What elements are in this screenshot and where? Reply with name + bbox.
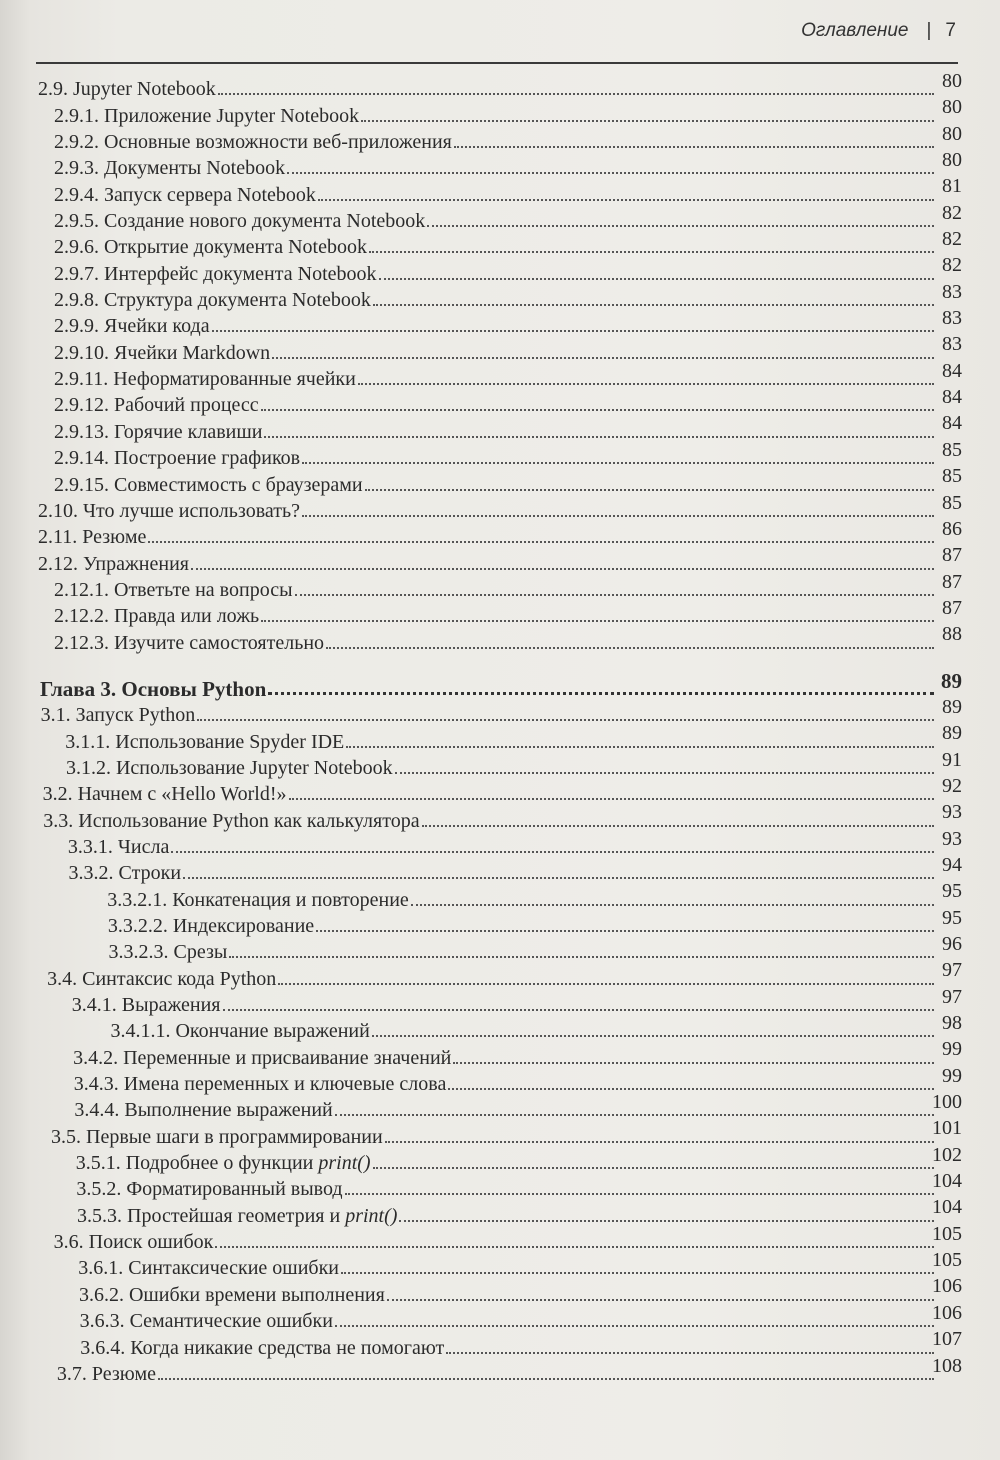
toc-entry-title xyxy=(107,889,411,911)
toc-entry xyxy=(0,201,1000,233)
toc-dot-leader xyxy=(385,1141,934,1143)
toc-entry-page-number: 87 xyxy=(942,570,962,593)
toc-entry-title xyxy=(109,941,230,963)
toc-dot-leader xyxy=(399,1220,934,1222)
toc-dot-leader xyxy=(453,1062,934,1064)
toc-entry-page-number: 104 xyxy=(932,1170,962,1193)
toc-entry-page-number: 88 xyxy=(942,623,962,646)
toc-entry-title xyxy=(68,836,171,858)
toc-entry-title-text: 3.3.2.2. Индексирование xyxy=(107,915,315,937)
toc-entry-page-number: 81 xyxy=(942,175,962,198)
toc-entry-title-text: 2.9.4. Запуск сервера Notebook xyxy=(54,183,316,206)
toc-entry-title-text: 2.9.13. Горячие клавиши xyxy=(54,420,263,443)
toc-entry xyxy=(0,1328,1000,1359)
toc-dot-leader xyxy=(264,436,934,438)
toc-entry-title xyxy=(54,157,287,179)
toc-entry xyxy=(0,412,1000,443)
toc-entry-title-text: 2.9.5. Создание нового документа Notebook xyxy=(54,210,426,233)
toc-dot-leader xyxy=(358,383,934,385)
toc-dot-leader xyxy=(287,172,934,174)
toc-entry-title xyxy=(77,1205,399,1227)
toc-entry-title xyxy=(54,447,302,469)
toc-dot-leader xyxy=(373,304,934,306)
toc-dot-leader xyxy=(318,199,934,201)
toc-dot-leader xyxy=(365,489,934,491)
toc-entry-title-text: 2.9.10. Ячейки Markdown xyxy=(54,341,271,364)
toc-entry-title xyxy=(73,1047,453,1069)
toc-dot-leader xyxy=(197,719,934,721)
toc-entry-title-text: 3.6.2. Ошибки времени выполнения xyxy=(78,1283,385,1306)
toc-entry-title xyxy=(54,131,454,153)
toc-entry-title-text: 2.9.6. Открытие документа Notebook xyxy=(54,236,367,259)
toc-dot-leader xyxy=(261,620,934,622)
toc-entry-title xyxy=(54,184,318,206)
toc-entry-title-text: 2.9.11. Неформатированные ячейки xyxy=(54,368,356,391)
toc-entry-page-number: 95 xyxy=(942,880,962,903)
toc-entry-page-number: 97 xyxy=(942,959,962,982)
toc-entry-page-number: 85 xyxy=(942,438,962,461)
toc-dot-leader xyxy=(295,594,934,596)
toc-dot-leader xyxy=(448,1088,934,1090)
toc-entry-title xyxy=(76,1178,344,1200)
toc-entry-page-number: 92 xyxy=(942,774,962,797)
toc-entry-title-text: 2.9.3. Документы Notebook xyxy=(54,157,286,180)
toc-entry xyxy=(0,96,1000,127)
toc-dot-leader xyxy=(387,1299,934,1301)
toc-dot-leader xyxy=(454,146,934,148)
toc-dot-leader xyxy=(148,541,934,543)
toc-entry xyxy=(0,228,1000,259)
toc-entry-title-text: 2.10. Что лучше использовать? xyxy=(38,499,300,522)
toc-dot-leader xyxy=(171,851,934,853)
toc-dot-leader xyxy=(316,930,934,932)
toc-dot-leader xyxy=(326,647,934,649)
table-of-contents xyxy=(0,70,1000,1385)
toc-dot-leader xyxy=(183,877,934,879)
toc-dot-leader xyxy=(191,568,934,570)
toc-dot-leader xyxy=(411,904,934,906)
toc-entry-title xyxy=(54,105,361,127)
toc-entry-title-text: 2.12.3. Изучите самостоятельно xyxy=(54,631,325,654)
toc-entry xyxy=(0,175,1000,206)
toc-entry-page-number: 102 xyxy=(932,1143,962,1166)
toc-entry-title xyxy=(38,553,191,575)
toc-entry-title xyxy=(54,394,261,416)
toc-entry-title xyxy=(54,632,326,654)
toc-entry-title xyxy=(47,968,278,990)
toc-entry xyxy=(0,748,1000,779)
toc-dot-leader xyxy=(302,515,934,517)
toc-dot-leader xyxy=(215,1246,934,1248)
page-header xyxy=(801,20,956,42)
toc-entry-title xyxy=(51,1126,385,1148)
toc-entry-page-number: 94 xyxy=(942,853,962,876)
toc-entry-title xyxy=(78,1257,341,1279)
toc-entry xyxy=(0,280,1000,312)
toc-dot-leader xyxy=(335,1325,934,1327)
toc-entry-title-text: 2.9.14. Построение графиков xyxy=(54,447,301,470)
toc-dot-leader xyxy=(302,462,934,464)
toc-entry-title-text: 3.7. Резюме xyxy=(56,1362,156,1385)
toc-entry-page-number: 84 xyxy=(942,412,962,435)
toc-entry-page-number: 83 xyxy=(942,333,962,356)
toc-entry-title xyxy=(66,757,395,779)
toc-entry-title-text: 3.4.1.1. Окончание выражений xyxy=(110,1020,370,1043)
toc-dot-leader xyxy=(346,746,934,748)
toc-entry-title-code: print() xyxy=(345,1204,398,1227)
toc-entry-title xyxy=(54,579,295,601)
toc-entry-title xyxy=(57,1363,158,1385)
toc-entry-page-number: 85 xyxy=(942,491,962,514)
toc-entry-page-number: 86 xyxy=(942,517,962,540)
header-page-number: 7 xyxy=(945,20,956,41)
toc-entry-page-number: 105 xyxy=(932,1222,962,1245)
toc-entry-title-text: 2.9.7. Интерфейс документа Notebook xyxy=(54,262,377,285)
toc-entry-title-text: 3.3.1. Числа xyxy=(67,835,170,858)
toc-entry xyxy=(0,959,1000,990)
toc-entry-title-text: 2.9.15. Совместимость с браузерами xyxy=(54,473,363,496)
toc-entry xyxy=(0,333,1000,364)
toc-dot-leader xyxy=(223,1009,935,1011)
toc-entry-title-text: 3.4.1. Выражения xyxy=(71,994,221,1017)
toc-entry xyxy=(0,70,1000,101)
toc-entry-title xyxy=(108,915,316,937)
toc-entry-title-text: 3.4.4. Выполнение выражений xyxy=(74,1099,333,1122)
toc-entry-title xyxy=(110,1020,371,1042)
toc-entry-page-number: 108 xyxy=(932,1354,962,1377)
toc-entry-title-text: 3.2. Начнем с «Hello World!» xyxy=(42,783,287,806)
toc-entry xyxy=(0,1091,1000,1122)
toc-entry-page-number: 82 xyxy=(942,254,962,277)
toc-entry xyxy=(0,386,1000,417)
toc-entry-title-text: 3.5.2. Форматированный вывод xyxy=(76,1178,343,1201)
toc-entry-page-number: 98 xyxy=(942,1012,962,1035)
toc-entry-title xyxy=(74,1099,334,1121)
toc-dot-leader xyxy=(372,1035,934,1037)
toc-entry xyxy=(0,1196,1000,1227)
toc-entry-title-text: 2.12.2. Правда или ложь xyxy=(54,605,260,628)
header-section-title: Оглавление xyxy=(801,20,909,41)
toc-entry-title xyxy=(54,289,373,311)
toc-entry-page-number: 80 xyxy=(942,70,962,92)
toc-entry xyxy=(0,1275,1000,1306)
toc-entry-page-number: 83 xyxy=(942,280,962,303)
toc-entry-title-text: 3.6.3. Семантические ошибки xyxy=(79,1310,333,1333)
toc-chapter-row xyxy=(0,668,1000,701)
toc-entry-page-number: 96 xyxy=(942,933,962,955)
toc-entry-title xyxy=(79,1284,387,1306)
toc-entry-title-text: 3.3.2.3. Срезы xyxy=(108,941,228,964)
toc-entry-title xyxy=(72,994,223,1016)
toc-entry xyxy=(0,307,1000,338)
toc-entry xyxy=(0,1143,1000,1175)
toc-entry-page-number: 100 xyxy=(932,1091,962,1114)
toc-entry-title-text: 3.1. Запуск Python xyxy=(40,704,196,727)
toc-dot-leader xyxy=(289,798,934,800)
toc-entry-title xyxy=(80,1337,446,1359)
toc-entry-title xyxy=(69,862,183,884)
toc-entry xyxy=(0,596,1000,628)
toc-entry xyxy=(0,517,1000,549)
toc-entry-title-text: 3.1.1. Использование Spyder IDE xyxy=(65,730,345,753)
toc-entry-title xyxy=(38,526,148,548)
toc-dot-leader xyxy=(158,1378,934,1380)
toc-dot-leader xyxy=(379,278,935,280)
toc-entry-page-number: 85 xyxy=(942,465,962,488)
toc-entry-title xyxy=(76,1152,373,1174)
toc-entry-title-text: Глава 3. Основы Python xyxy=(40,676,267,701)
toc-entry-page-number: 89 xyxy=(941,668,962,693)
toc-dot-leader xyxy=(369,251,934,253)
toc-dot-leader xyxy=(218,93,934,95)
toc-entry-title-text: 3.5.3. Простейшая геометрия и xyxy=(77,1204,346,1227)
toc-dot-leader xyxy=(261,409,934,411)
toc-entry xyxy=(0,359,1000,391)
toc-entry-title-text: 3.6. Поиск ошибок xyxy=(53,1231,214,1254)
toc-entry xyxy=(0,853,1000,885)
toc-entry xyxy=(0,254,1000,285)
toc-entry-page-number: 107 xyxy=(932,1328,962,1351)
toc-entry xyxy=(0,695,1000,727)
toc-entry-page-number: 97 xyxy=(942,985,962,1008)
toc-entry xyxy=(0,1354,1000,1385)
toc-entry-title xyxy=(38,500,302,522)
toc-entry-title xyxy=(43,810,421,832)
toc-entry-title xyxy=(43,783,289,805)
toc-entry-page-number: 101 xyxy=(932,1117,962,1140)
toc-entry-title-text: 3.5.1. Подробнее о функции xyxy=(75,1152,319,1175)
toc-entry xyxy=(0,122,1000,154)
toc-entry-page-number: 99 xyxy=(942,1064,962,1087)
toc-entry-title-text: 2.12.1. Ответьте на вопросы xyxy=(54,578,293,601)
toc-entry-page-number: 83 xyxy=(942,307,962,330)
toc-entry-title-text: 2.9. Jupyter Notebook xyxy=(38,78,216,101)
toc-entry-title-text: 3.5. Первые шаги в программировании xyxy=(51,1125,383,1148)
toc-dot-leader xyxy=(422,825,934,827)
toc-entry-title-text: 2.9.12. Рабочий процесс xyxy=(54,394,259,417)
toc-dot-leader xyxy=(345,1193,934,1195)
toc-dot-leader xyxy=(272,357,934,359)
toc-entry-title xyxy=(41,704,198,726)
toc-entry-page-number: 89 xyxy=(942,722,962,745)
toc-entry-page-number: 80 xyxy=(942,96,962,119)
toc-entry-title xyxy=(54,263,379,285)
toc-entry-title-text: 3.3. Использование Python как калькулятора xyxy=(43,809,420,832)
toc-entry-title-text: 3.4. Синтаксис кода Python xyxy=(47,967,277,990)
toc-entry xyxy=(0,544,1000,575)
toc-entry-title-text: 3.4.2. Переменные и присваивание значений xyxy=(73,1046,452,1069)
toc-entry-title-text: 3.6.4. Когда никакие средства не помогают xyxy=(80,1336,445,1359)
toc-entry-title-text: 2.11. Резюме xyxy=(38,526,147,549)
toc-entry xyxy=(0,906,1000,937)
toc-entry xyxy=(0,774,1000,806)
toc-entry xyxy=(0,933,1000,964)
toc-entry-page-number: 106 xyxy=(932,1301,962,1324)
toc-entry-page-number: 106 xyxy=(932,1275,962,1298)
toc-dot-leader xyxy=(268,692,934,695)
toc-entry xyxy=(0,1301,1000,1333)
toc-entry-title xyxy=(54,315,212,337)
toc-entry-page-number: 80 xyxy=(942,149,962,172)
toc-entry-page-number: 104 xyxy=(932,1196,962,1219)
toc-entry xyxy=(0,827,1000,858)
toc-entry xyxy=(0,623,1000,654)
toc-entry xyxy=(0,722,1000,753)
toc-entry-title xyxy=(38,78,218,100)
toc-entry-title-text: 2.9.2. Основные возможности веб-приложения xyxy=(54,131,452,154)
toc-entry-title xyxy=(80,1310,335,1332)
toc-entry-page-number: 84 xyxy=(942,386,962,409)
toc-entry-page-number: 99 xyxy=(942,1038,962,1061)
toc-dot-leader xyxy=(229,956,934,958)
toc-entry-title-text: 3.3.2. Строки xyxy=(68,862,182,885)
toc-entry-page-number: 82 xyxy=(942,201,962,224)
toc-entry-page-number: 93 xyxy=(942,827,962,850)
toc-entry-title-code: print() xyxy=(318,1152,371,1175)
toc-dot-leader xyxy=(373,1167,934,1169)
toc-entry-title-text: 3.4.3. Имена переменных и ключевые слова xyxy=(73,1073,447,1096)
toc-dot-leader xyxy=(361,120,934,122)
toc-entry-title xyxy=(54,236,369,258)
toc-entry-title-text: 3.3.2.1. Конкатенация и повторение xyxy=(107,888,409,911)
toc-entry xyxy=(0,801,1000,832)
toc-entry xyxy=(0,1117,1000,1148)
toc-entry xyxy=(0,1064,1000,1096)
header-rule xyxy=(36,62,958,64)
toc-entry xyxy=(0,880,1000,911)
toc-entry-page-number: 80 xyxy=(942,122,962,145)
toc-dot-leader xyxy=(212,330,934,332)
toc-dot-leader xyxy=(395,772,934,774)
toc-entry-page-number: 105 xyxy=(932,1249,962,1272)
toc-entry xyxy=(0,1170,1000,1201)
toc-entry-title xyxy=(54,210,427,232)
toc-entry-title xyxy=(54,474,365,496)
toc-entry-page-number: 95 xyxy=(942,906,962,929)
toc-entry-title-text: 2.9.8. Структура документа Notebook xyxy=(54,289,371,312)
toc-entry-page-number: 87 xyxy=(942,544,962,567)
toc-entry xyxy=(0,1038,1000,1069)
toc-entry xyxy=(0,149,1000,180)
toc-entry xyxy=(0,1012,1000,1043)
toc-entry-title xyxy=(54,1231,216,1253)
toc-entry-title-text: 2.12. Упражнения xyxy=(38,552,189,575)
toc-entry-title-text: 3.6.1. Синтаксические ошибки xyxy=(78,1257,340,1280)
toc-entry xyxy=(0,1222,1000,1254)
toc-dot-leader xyxy=(278,983,934,985)
toc-dot-leader xyxy=(335,1114,934,1116)
toc-entry-title-text: 2.9.1. Приложение Jupyter Notebook xyxy=(54,104,360,127)
toc-entry-page-number: 93 xyxy=(942,801,962,824)
toc-entry-title-text: 2.9.9. Ячейки кода xyxy=(54,315,210,338)
toc-entry-title xyxy=(54,605,261,627)
toc-entry-title xyxy=(54,368,358,390)
toc-entry-title xyxy=(54,421,264,443)
toc-entry xyxy=(0,570,1000,601)
toc-entry-page-number: 82 xyxy=(942,228,962,251)
toc-entry-page-number: 91 xyxy=(942,748,962,771)
toc-entry xyxy=(0,491,1000,522)
toc-entry xyxy=(0,438,1000,470)
toc-entry-page-number: 87 xyxy=(942,596,962,619)
toc-entry-title xyxy=(74,1073,449,1095)
toc-entry-title xyxy=(40,678,268,700)
toc-entry-title-text: 3.1.2. Использование Jupyter Notebook xyxy=(65,756,393,779)
toc-entry xyxy=(0,465,1000,496)
toc-entry xyxy=(0,1249,1000,1280)
header-separator: | xyxy=(926,20,932,41)
toc-dot-leader xyxy=(341,1272,934,1274)
toc-dot-leader xyxy=(446,1352,934,1354)
toc-dot-leader xyxy=(427,225,934,227)
toc-entry xyxy=(0,985,1000,1017)
toc-entry-title xyxy=(65,731,346,753)
toc-entry-page-number: 84 xyxy=(942,359,962,382)
toc-entry-page-number: 89 xyxy=(942,695,962,718)
toc-entry-title xyxy=(54,342,272,364)
